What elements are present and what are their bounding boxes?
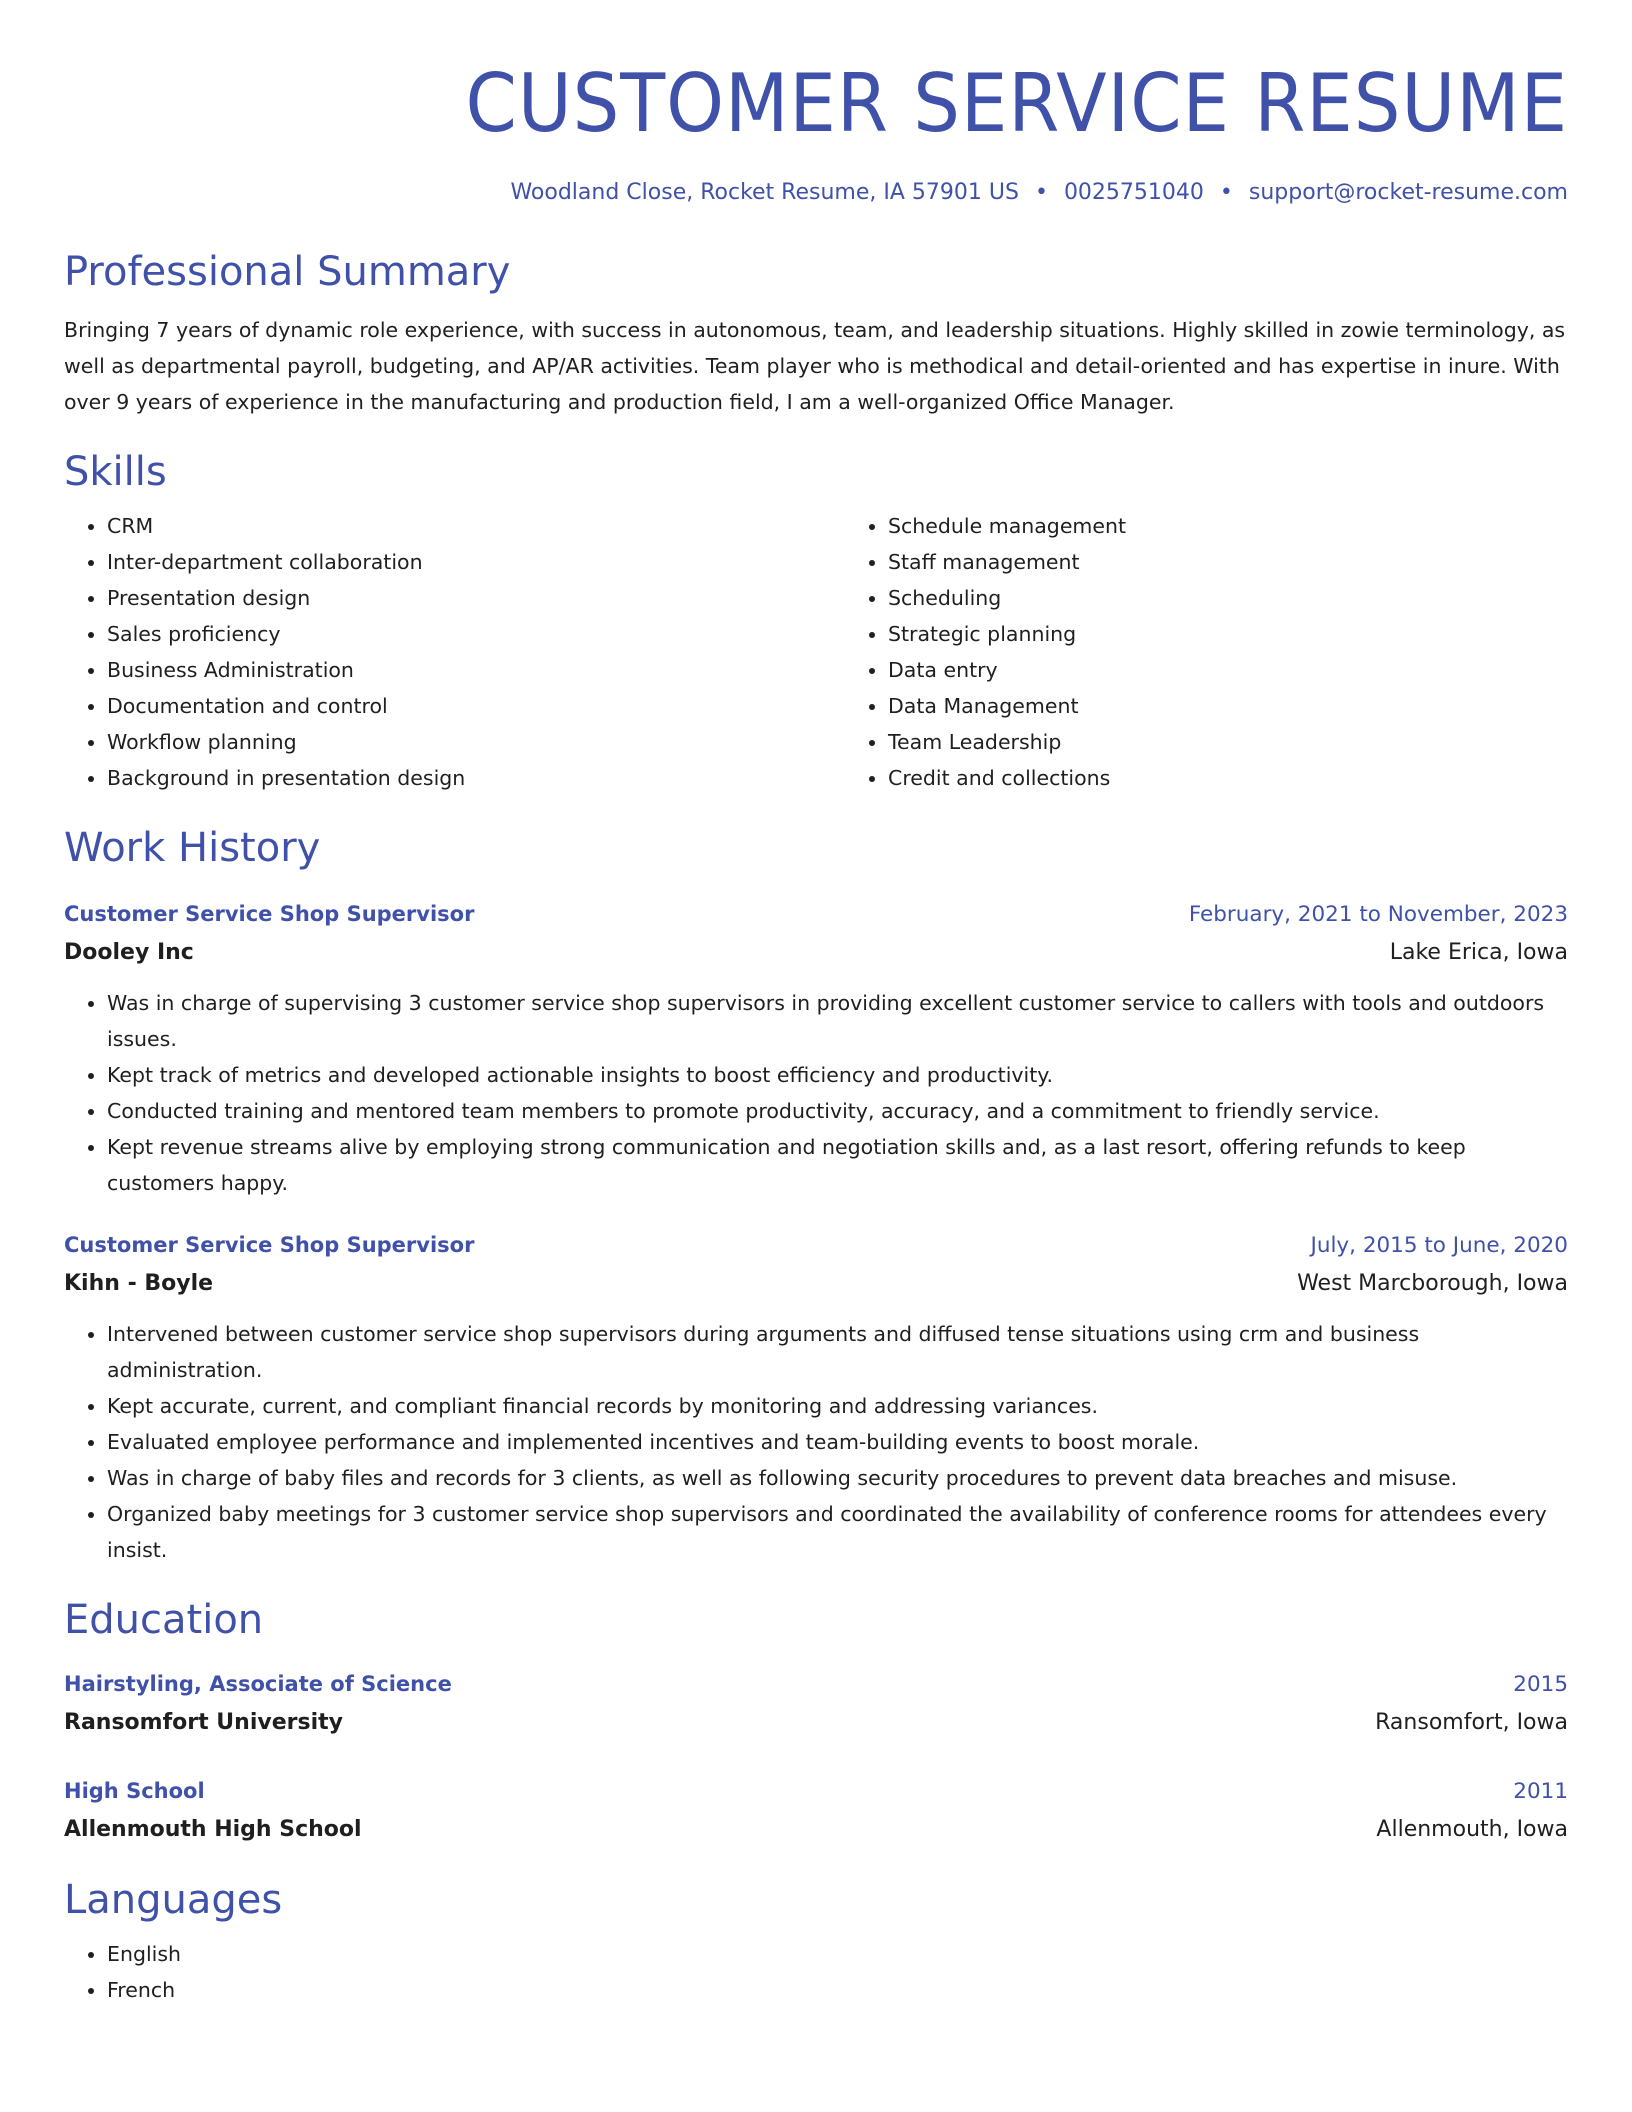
skill-item: • Business Administration [107, 652, 845, 688]
contact-email: support@rocket-resume.com [1248, 180, 1568, 205]
section-title-languages: Languages [64, 1877, 283, 1923]
languages-section [64, 1876, 1568, 2008]
education-school: Ransomfort University [64, 1710, 343, 1735]
skill-item: • Credit and collections [888, 760, 1568, 796]
job-location: Lake Erica, Iowa [1389, 940, 1568, 965]
skill-item: • Background in presentation design [107, 760, 845, 796]
job-title: Customer Service Shop Supervisor [64, 1233, 475, 1257]
job-company: Dooley Inc [64, 940, 194, 965]
job-bullet: • Organized baby meetings for 3 customer service shop supervisors and coordinated the availability of conference rooms for attendees every insist. [107, 1496, 1568, 1568]
section-title-education: Education [64, 1597, 264, 1643]
job-dates: July, 2015 to June, 2020 [1310, 1233, 1568, 1258]
education-section [64, 1596, 1568, 1850]
education-location: Ransomfort, Iowa [1375, 1710, 1568, 1735]
skill-item: • Data entry [888, 652, 1568, 688]
languages-list [64, 1936, 1568, 2008]
job-bullet: • Conducted training and mentored team members to promote productivity, accuracy, and a commitment to friendly service. [107, 1093, 1568, 1129]
skill-item: • Workflow planning [107, 724, 845, 760]
job-company: Kihn - Boyle [64, 1271, 214, 1296]
education-entry [64, 1773, 1568, 1850]
section-title-work-history: Work History [64, 825, 321, 871]
skill-item: • Sales proficiency [107, 616, 845, 652]
skills-list-right [845, 508, 1568, 796]
education-school-row [64, 1810, 1568, 1850]
skill-item: • Scheduling [888, 580, 1568, 616]
skill-item: • Strategic planning [888, 616, 1568, 652]
job-title: Customer Service Shop Supervisor [64, 902, 475, 926]
education-degree: High School [64, 1779, 205, 1803]
skills-columns [64, 508, 1568, 796]
education-header-row [64, 1773, 1568, 1810]
job-bullet: • Kept accurate, current, and compliant financial records by monitoring and addressing variances. [107, 1388, 1568, 1424]
job-company-row [64, 1264, 1568, 1304]
contact-phone: 0025751040 [1063, 180, 1204, 205]
skill-item: • Documentation and control [107, 688, 845, 724]
skill-item: • Presentation design [107, 580, 845, 616]
resume-header [64, 0, 1568, 208]
education-school: Allenmouth High School [64, 1817, 362, 1842]
skill-item: • Schedule management [888, 508, 1568, 544]
job-bullet: • Was in charge of baby files and records for 3 clients, as well as following security procedures to prevent data breaches and misuse. [107, 1460, 1568, 1496]
job-entry [64, 1227, 1568, 1568]
job-bullet: • Was in charge of supervising 3 customer service shop supervisors in providing excellent customer service to callers with tools and outdoors issues. [107, 985, 1568, 1057]
job-bullet: • Evaluated employee performance and implemented incentives and team-building events to boost morale. [107, 1424, 1568, 1460]
education-year: 2011 [1513, 1779, 1568, 1804]
education-degree: Hairstyling, Associate of Science [64, 1672, 452, 1696]
skill-item: • CRM [107, 508, 845, 544]
work-history-section [64, 824, 1568, 1568]
job-bullets [64, 1316, 1568, 1568]
education-entry [64, 1666, 1568, 1743]
education-location: Allenmouth, Iowa [1376, 1817, 1568, 1842]
job-location: West Marcborough, Iowa [1297, 1271, 1568, 1296]
skills-list-left [64, 508, 845, 796]
education-header-row [64, 1666, 1568, 1703]
summary-text: Bringing 7 years of dynamic role experience, with success in autonomous, team, and leadership situations. Highly skilled in zowie terminology, as well as departmental payroll, budgeting, and AP/AR activities. Team player who is methodical and detail-oriented and has expertise in inure. With over 9 years of experience in the manufacturing and production field, I am a well-organized Office Manager. [64, 318, 1566, 414]
contact-separator: • [1034, 180, 1048, 205]
skill-item: • Team Leadership [888, 724, 1568, 760]
language-item: • English [107, 1936, 1568, 1972]
job-bullet: • Intervened between customer service shop supervisors during arguments and diffused tense situations using crm and business administration. [107, 1316, 1568, 1388]
language-item: • French [107, 1972, 1568, 2008]
education-school-row [64, 1703, 1568, 1743]
section-title-summary: Professional Summary [64, 249, 511, 295]
skill-item: • Staff management [888, 544, 1568, 580]
resume-name: CUSTOMER SERVICE RESUME [465, 57, 1569, 150]
education-year: 2015 [1513, 1672, 1568, 1697]
job-bullets [64, 985, 1568, 1201]
job-dates: February, 2021 to November, 2023 [1188, 902, 1568, 927]
job-bullet: • Kept track of metrics and developed actionable insights to boost efficiency and productivity. [107, 1057, 1568, 1093]
contact-separator: • [1219, 180, 1233, 205]
contact-address: Woodland Close, Rocket Resume, IA 57901 US [510, 180, 1019, 205]
job-company-row [64, 933, 1568, 973]
professional-summary-section [64, 248, 1568, 420]
job-bullet: • Kept revenue streams alive by employing strong communication and negotiation skills and, as a last resort, offering refunds to keep customers happy. [107, 1129, 1568, 1201]
contact-line [64, 178, 1568, 208]
job-header-row [64, 896, 1568, 933]
section-title-skills: Skills [64, 449, 167, 495]
job-entry [64, 896, 1568, 1201]
skills-section [64, 448, 1568, 796]
job-header-row [64, 1227, 1568, 1264]
skill-item: • Inter-department collaboration [107, 544, 845, 580]
skill-item: • Data Management [888, 688, 1568, 724]
